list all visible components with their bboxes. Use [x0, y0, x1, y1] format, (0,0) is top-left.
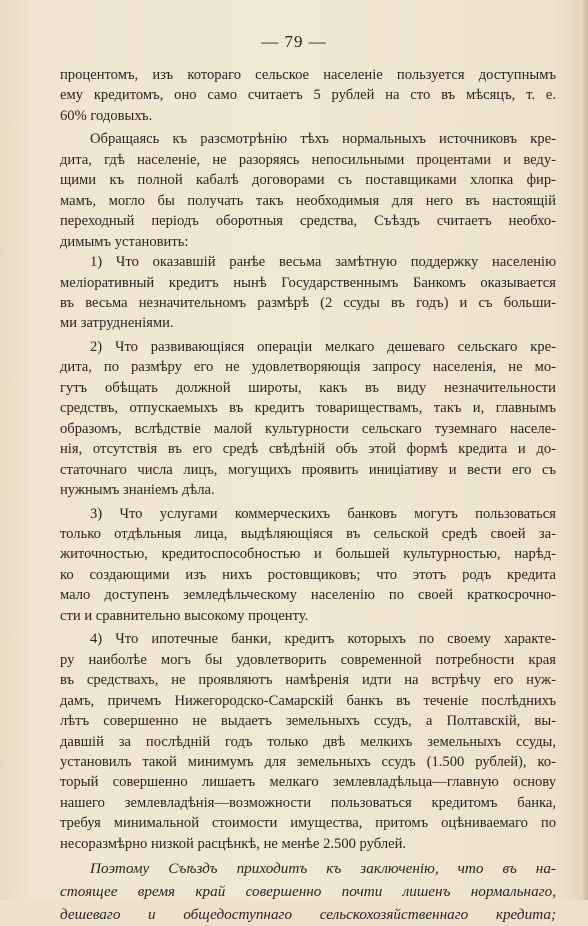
paragraph-point-2 [60, 337, 556, 501]
paragraph-point-3 [60, 504, 556, 627]
text-line: процентомъ, изъ котораго сельское населенiе пользуется доступнымъ [60, 67, 556, 83]
text-line: статочнаго числа лицъ, могущихъ проявить иницiативу и вести его съ [60, 461, 556, 478]
text-line: дита, по размѣру его не удовлетворяющiя запросу населенiя, не мо- [60, 359, 556, 376]
paragraph-point-4 [60, 629, 556, 854]
page-body [60, 65, 556, 926]
text-line: въ весьма незначительномъ размѣрѣ (2 ссуды въ годъ) и съ больши- [60, 294, 556, 311]
text-line: мелiоративный кредитъ нынѣ Государственнымъ Банкомъ оказывается [60, 274, 556, 291]
text-line: 4) Что ипотечные банки, кредитъ которыхъ по своему характе- [90, 631, 556, 648]
text-line: нашего землевладѣнiя—возможности пользоваться кредитомъ банка, [60, 794, 556, 811]
text-line: стоящее время край совершенно почти лишенъ нормальнаго, [60, 883, 556, 901]
text-line: торый совершенно лишаетъ мелкаго землевладѣльца—главную основу [60, 774, 556, 791]
text-line: средствъ, отпускаемыхъ въ кредитъ товариществамъ, такъ и, главнымъ [60, 400, 556, 417]
paragraph-conclusion [60, 857, 556, 926]
paragraph-continuation [60, 65, 556, 126]
text-line: сти и сравнительно высокому проценту. [60, 607, 309, 624]
text-line: только отдѣльныя лица, выдѣляющiяся въ сельской средѣ своей за- [60, 525, 556, 542]
text-line: нiя, отсутствiя въ его средѣ свѣдѣнiй объ этой формѣ кредита и до- [60, 441, 556, 458]
page-number: — 79 — [261, 32, 327, 51]
page-edge-shadow [582, 0, 588, 900]
text-line: нужнымъ знанiемъ дѣла. [60, 482, 215, 499]
text-line: Обращаясь къ разсмотрѣнiю тѣхъ нормальныхъ источниковъ кре- [90, 131, 556, 148]
text-line: переходный перiодъ оборотныя средства, Съѣздъ считаетъ необхо- [60, 213, 556, 230]
text-line: щими къ полной кабалѣ договорами съ поставщиками хлопка фир- [60, 172, 556, 189]
text-line: лѣтъ совершенно не выдаетъ земельныхъ ссудъ, а Полтавскiй, вы- [60, 713, 556, 730]
paragraph-point-1 [60, 252, 556, 334]
text-line: въ средствахъ, не проявляютъ намѣренiя идти на встрѣчу его нуж- [60, 672, 556, 689]
text-line: ко создающими изъ нихъ ростовщиковъ; что этотъ родъ кредита [60, 566, 556, 583]
text-line: 60% годовыхъ. [60, 107, 153, 124]
text-line: димымъ установить: [60, 233, 189, 250]
text-line: ми затрудненiями. [60, 315, 174, 332]
text-line: житочностью, кредитоспособностью и большей культурностью, нарѣд- [60, 546, 556, 563]
text-line: давшiй за послѣднiй годъ только двѣ мелкихъ земельныхъ ссуды, [60, 733, 556, 750]
text-line: мало доступенъ земледѣльческому населенiю по своей краткосрочно- [60, 587, 556, 604]
text-line: несоразмѣрно низкой расцѣнкѣ, не менѣе 2.500 рублей. [60, 835, 407, 852]
text-line: образомъ, вслѣдствiе малой культурности сельскаго туземнаго населе- [60, 420, 556, 437]
text-line: дита, гдѣ населенiе, не разоряясь непосильными процентами и веду- [60, 151, 556, 168]
text-line: ему кредитомъ, оно само считаетъ 5 рублей на сто въ мѣсяцъ, т. е. [60, 87, 556, 104]
text-line: 3) Что услугами коммерческихъ банковъ могутъ пользоваться [90, 505, 556, 522]
text-line: установилъ такой минимумъ для земельныхъ ссудъ (1.500 рублей), ко- [60, 753, 556, 770]
paragraph-intro [60, 129, 556, 252]
text-line: требуя минимальной стоимости имущества, притомъ оцѣниваемаго по [60, 815, 556, 832]
text-line: ру наиболѣе могъ бы удовлетворить современной потребности края [60, 651, 556, 668]
text-line: гутъ обѣщать должной широты, какъ въ виду незначительности [60, 379, 556, 396]
text-line: дамъ, причемъ Нижегородско-Самарскiй банкъ въ теченiе послѣднихъ [60, 692, 556, 709]
text-line: Поэтому Съѣздъ приходитъ къ заключенiю, что въ на- [90, 860, 556, 878]
text-line: мамъ, могло бы получать такъ необходимыя для него въ настоящiй [60, 192, 556, 209]
text-line: 1) Что оказавшiй ранѣе весьма замѣтную поддержку населенiю [90, 254, 556, 271]
text-line: дешеваго и общедоступнаго сельскохозяйственнаго кредита; [60, 906, 556, 924]
text-line: 2) Что развивающiяся операцiи мелкаго дешеваго сельскаго кре- [90, 338, 556, 355]
